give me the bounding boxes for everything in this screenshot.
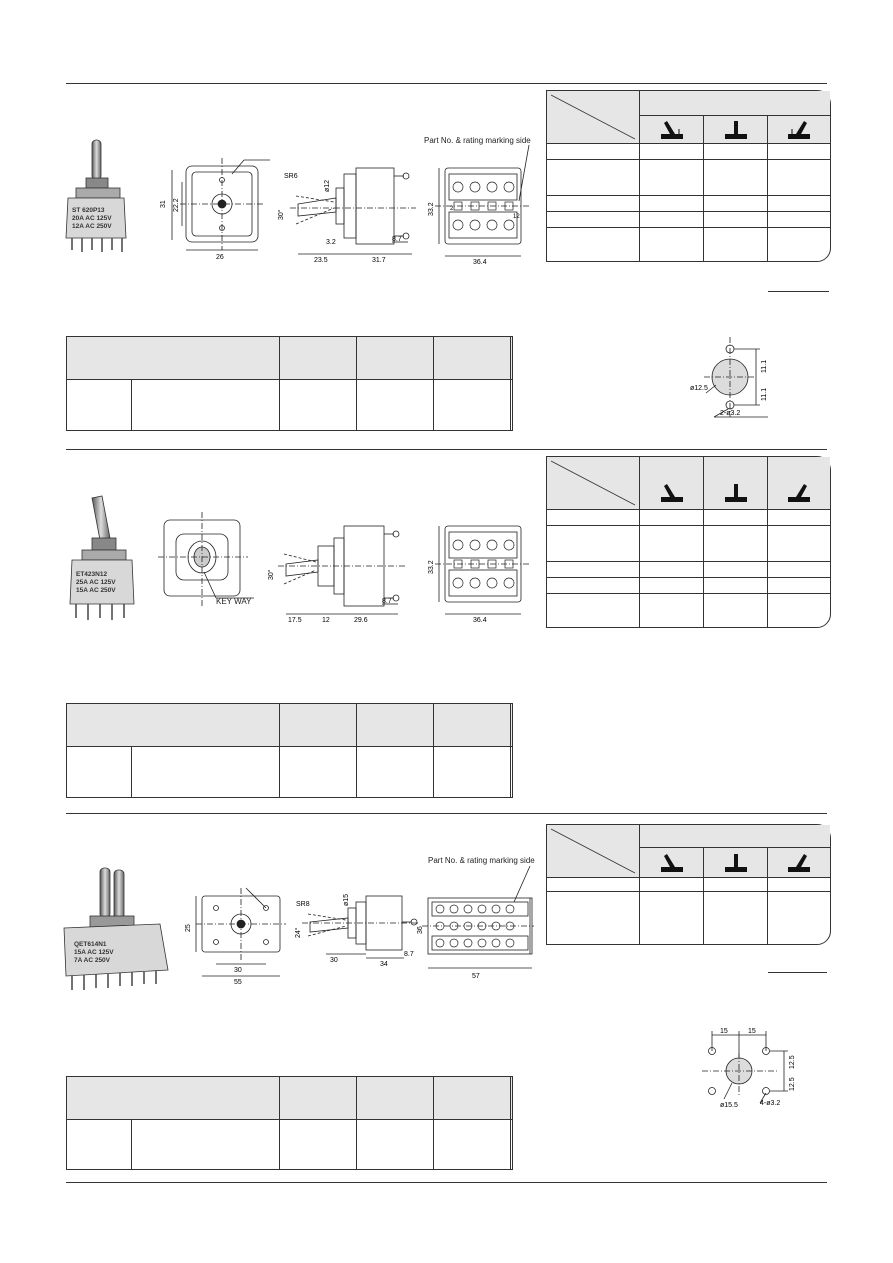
- spec1-header-cell: [67, 337, 280, 380]
- spec-table-1: [66, 336, 513, 431]
- panel1-cell: [547, 144, 640, 160]
- section-rule-bottom: [66, 1182, 827, 1183]
- panel2-cell: [704, 578, 768, 594]
- spec3-header-cell: [511, 1077, 513, 1120]
- panel1-cell: [640, 144, 704, 160]
- dim-angle-30: 30°: [278, 209, 285, 220]
- product-photo-3: [60, 866, 178, 994]
- photo2-line2: 25A AC 125V: [76, 579, 116, 586]
- dim-36-4: 36.4: [473, 259, 487, 266]
- lever-right-icon: [784, 118, 814, 140]
- spec1-header-cell: [357, 337, 434, 380]
- panel1-cell: [704, 196, 768, 212]
- panel3-cell: [640, 892, 704, 945]
- dim-width-26: 26: [216, 254, 224, 261]
- switching-panel-1: [546, 90, 831, 262]
- spec2-header-cell: [511, 704, 513, 747]
- panel2-cell: [768, 562, 831, 578]
- lever-left-icon: [657, 851, 687, 873]
- switching-panel-3: [546, 824, 831, 945]
- panel1-lever-left: [640, 115, 704, 143]
- panel3-cell: [640, 878, 704, 892]
- dim-23-5: 23.5: [314, 257, 328, 264]
- spec2-header-cell: [67, 704, 280, 747]
- panel3-cell: [704, 878, 768, 892]
- marking-side-label-1: Part No. & rating marking side: [424, 136, 531, 145]
- spec1-cell: [67, 380, 132, 431]
- photo1-line1: ST 620P13: [72, 207, 105, 214]
- dim3-dia-15: ø15: [343, 893, 350, 906]
- cutout1-holes: 2-ø3.2: [720, 410, 741, 417]
- panel1-cell: [704, 228, 768, 262]
- spec-table-3: [66, 1076, 513, 1170]
- dim-3-2: 3.2: [326, 239, 336, 246]
- panel1-header-cell: [640, 91, 831, 115]
- spec3-cell: [67, 1120, 132, 1170]
- dim3-angle-24: 24°: [295, 927, 302, 938]
- panel3-lever-center: [704, 847, 768, 877]
- panel2-cell: [704, 562, 768, 578]
- panel2-corner-cell: [547, 457, 640, 510]
- panel3-cell: [768, 892, 831, 945]
- dim-dia-12: ø12: [324, 179, 331, 192]
- panel1-cell: [704, 144, 768, 160]
- panel2-cell: [640, 562, 704, 578]
- panel2-lever-right: [768, 457, 831, 510]
- panel-cutout-drawing-1: [668, 335, 778, 420]
- panel1-cell: [704, 212, 768, 228]
- photo2-line3: 15A AC 250V: [76, 587, 116, 594]
- terminal-view-drawing-2: [425, 518, 535, 623]
- panel1-cell: [768, 212, 831, 228]
- panel1-lever-center: [704, 115, 768, 143]
- panel3-lever-right: [768, 847, 831, 877]
- photo2-line1: ET423N12: [76, 571, 108, 578]
- panel3-lever-left: [640, 847, 704, 877]
- spec3-cell: [280, 1120, 357, 1170]
- section-rule-2: [66, 449, 827, 450]
- product-photo-1: [62, 138, 150, 258]
- panel2-cell: [640, 594, 704, 628]
- panel1-cell: [768, 228, 831, 262]
- photo1-line2: 20A AC 125V: [72, 215, 112, 222]
- panel2-cell: [768, 510, 831, 526]
- lever-left-icon: [657, 481, 687, 503]
- panel1-cell: [547, 212, 640, 228]
- key-way-label: KEY WAY: [216, 597, 252, 606]
- panel3-cell: [768, 878, 831, 892]
- marking-side-label-3: Part No. & rating marking side: [428, 856, 535, 865]
- cutout3-w1: 15: [720, 1028, 728, 1035]
- dim-height-22: 22.2: [173, 198, 180, 212]
- panel2-cell: [640, 526, 704, 562]
- spec1-header-cell: [280, 337, 357, 380]
- panel1-cell: [768, 144, 831, 160]
- dim2-36-4: 36.4: [473, 617, 487, 624]
- spec3-header-cell: [434, 1077, 511, 1120]
- dim2-17-5: 17.5: [288, 617, 302, 624]
- spec2-cell: [511, 747, 513, 798]
- panel1-cell: [547, 228, 640, 262]
- panel2-lever-left: [640, 457, 704, 510]
- panel2-cell: [768, 578, 831, 594]
- spec2-header-cell: [357, 704, 434, 747]
- spec2-cell: [357, 747, 434, 798]
- panel2-cell: [640, 578, 704, 594]
- dim-31-7: 31.7: [372, 257, 386, 264]
- panel1-cell: [547, 196, 640, 212]
- panel3-cell: [704, 892, 768, 945]
- lever-right-icon: [784, 481, 814, 503]
- dim2-8-7: 8.7: [382, 598, 392, 605]
- panel1-cell: [768, 160, 831, 196]
- panel1-cell: [547, 160, 640, 196]
- section-rule-3: [66, 813, 827, 814]
- dim-33-2: 33.2: [428, 202, 435, 216]
- terminal-num-12: 12: [513, 214, 520, 220]
- spec3-header-cell: [67, 1077, 280, 1120]
- panel2-cell: [768, 594, 831, 628]
- spec1-header-cell: [434, 337, 511, 380]
- panel1-cell: [640, 212, 704, 228]
- front-view-drawing-3: [178, 886, 288, 986]
- cutout1-dim-b: 11.1: [761, 387, 768, 401]
- spec1-cell: [132, 380, 280, 431]
- spec2-cell: [132, 747, 280, 798]
- panel2-cell: [704, 594, 768, 628]
- panel2-cell: [704, 526, 768, 562]
- spec1-cell: [511, 380, 513, 431]
- dim3-30b: 30: [330, 957, 338, 964]
- panel1-cell: [640, 196, 704, 212]
- cutout3-w2: 15: [748, 1028, 756, 1035]
- panel-cutout-drawing-3: [692, 1027, 807, 1112]
- short-rule-3: [768, 972, 827, 973]
- switching-panel-2: [546, 456, 831, 628]
- photo1-line3: 12A AC 250V: [72, 223, 112, 230]
- cutout1-dim-a: 11.1: [761, 359, 768, 373]
- side-view-drawing-2: [270, 518, 410, 623]
- photo3-line3: 7A AC 250V: [74, 957, 111, 964]
- spec2-header-cell: [280, 704, 357, 747]
- cutout1-dia: ø12.5: [690, 385, 708, 392]
- panel3-cell: [547, 892, 640, 945]
- panel1-lever-right: [768, 115, 831, 143]
- panel2-cell: [640, 510, 704, 526]
- cutout3-dia: ø15.5: [720, 1102, 738, 1109]
- lever-center-icon: [721, 851, 751, 873]
- lever-center-icon: [721, 118, 751, 140]
- cutout3-h2: 12.5: [789, 1077, 796, 1091]
- dim3-25: 25: [185, 924, 192, 932]
- spec3-header-cell: [280, 1077, 357, 1120]
- spec1-cell: [434, 380, 511, 431]
- panel3-cell: [547, 878, 640, 892]
- panel2-cell: [768, 526, 831, 562]
- spec3-header-cell: [357, 1077, 434, 1120]
- terminal-view-drawing-3: [418, 892, 536, 982]
- side-view-drawing-1: [280, 158, 420, 263]
- spec2-cell: [434, 747, 511, 798]
- side-view-drawing-3: [292, 892, 422, 967]
- dim3-55: 55: [234, 979, 242, 986]
- lever-center-icon: [721, 481, 751, 503]
- section-rule-top: [66, 83, 827, 84]
- dim-8-7: 8.7: [392, 236, 402, 243]
- dim3-sr8: SR8: [296, 901, 310, 908]
- cutout3-h1: 12.5: [789, 1055, 796, 1069]
- panel1-cell: [640, 228, 704, 262]
- dim-sr6: SR6: [284, 173, 298, 180]
- terminal-view-drawing-1: [425, 160, 535, 265]
- panel1-cell: [640, 160, 704, 196]
- spec3-cell: [132, 1120, 280, 1170]
- panel2-lever-center: [704, 457, 768, 510]
- dim3-30a: 30: [234, 967, 242, 974]
- dim3-57: 57: [472, 973, 480, 980]
- dim3-8-7: 8.7: [404, 951, 414, 958]
- panel3-header-cell: [640, 825, 831, 847]
- panel1-cell: [768, 196, 831, 212]
- spec3-cell: [511, 1120, 513, 1170]
- spec3-cell: [357, 1120, 434, 1170]
- panel1-corner-cell: [547, 91, 640, 144]
- dim3-36: 36: [417, 926, 424, 934]
- spec2-header-cell: [434, 704, 511, 747]
- panel2-cell: [704, 510, 768, 526]
- panel2-cell: [547, 562, 640, 578]
- spec2-cell: [280, 747, 357, 798]
- dim2-29-6: 29.6: [354, 617, 368, 624]
- spec-table-2: [66, 703, 513, 798]
- spec2-cell: [67, 747, 132, 798]
- spec3-cell: [434, 1120, 511, 1170]
- dim2-12: 12: [322, 617, 330, 624]
- front-view-drawing-1: [160, 150, 270, 265]
- product-photo-2: [66, 494, 156, 630]
- panel2-cell: [547, 526, 640, 562]
- dim3-34: 34: [380, 961, 388, 968]
- photo3-line2: 15A AC 125V: [74, 949, 114, 956]
- spec1-cell: [357, 380, 434, 431]
- lever-left-icon: [657, 118, 687, 140]
- spec1-cell: [280, 380, 357, 431]
- panel2-cell: [547, 510, 640, 526]
- dim2-angle-30: 30°: [268, 569, 275, 580]
- dim2-33-2: 33.2: [428, 560, 435, 574]
- terminal-num-2: 2: [450, 206, 454, 212]
- dim-height-31: 31: [160, 200, 167, 208]
- short-rule-1: [768, 291, 829, 292]
- spec1-header-cell: [511, 337, 513, 380]
- photo3-line1: QET614N1: [74, 941, 107, 948]
- panel3-corner-cell: [547, 825, 640, 878]
- lever-right-icon: [784, 851, 814, 873]
- panel1-cell: [704, 160, 768, 196]
- cutout3-holes: 4-ø3.2: [760, 1100, 781, 1107]
- panel2-cell: [547, 578, 640, 594]
- front-view-drawing-2: [158, 512, 268, 612]
- panel2-cell: [547, 594, 640, 628]
